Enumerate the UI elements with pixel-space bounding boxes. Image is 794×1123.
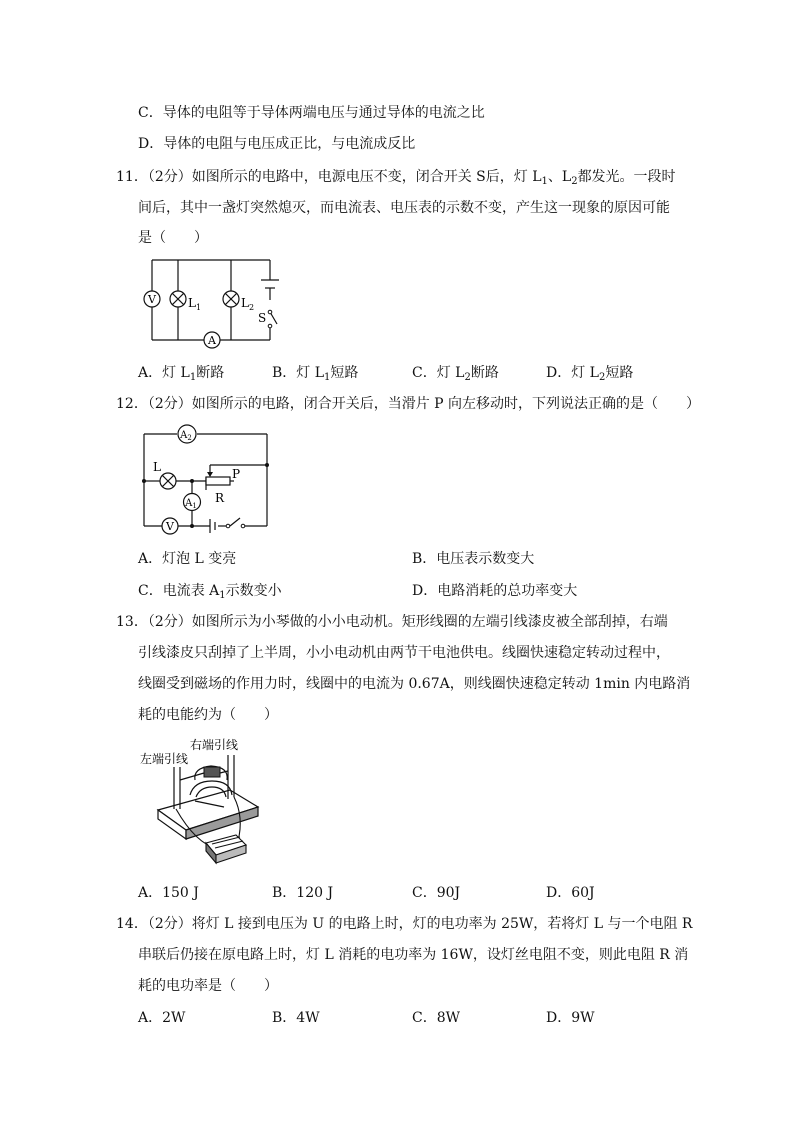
q13-stem-line2: 引线漆皮只刮掉了上半周，小小电动机由两节干电池供电。线圈快速稳定转动过程中， — [138, 645, 670, 661]
svg-text:A2: $A_2$ — [180, 430, 192, 442]
q12-option-c: C．电流表 $A_1$示数变小 — [138, 583, 282, 601]
left-wire-label: 左端引线 — [140, 752, 189, 766]
q14-option-c: C．8W — [412, 1010, 461, 1026]
svg-text:A1: $A_1$ — [185, 498, 197, 510]
q13-option-b: B．120 J — [272, 885, 334, 901]
q13-motor-figure — [140, 735, 265, 870]
svg-text:A: A — [208, 334, 216, 347]
q14-option-b: B．4W — [272, 1010, 320, 1026]
q12-option-a: A．灯泡 L 变亮 — [138, 551, 237, 567]
q12-circuit-diagram — [136, 420, 276, 535]
q13-option-d: D．60J — [546, 885, 595, 901]
q14-option-a: A．2W — [138, 1010, 186, 1026]
q14-stem-line1: 14．（2分）将灯 L 接到电压为 U 的电路上时，灯的电功率为 25W，若将灯 L 与一个电阻 R — [116, 916, 693, 932]
q11-option-b: B．灯 $L_1$短路 — [272, 365, 359, 383]
q14-option-d: D．9W — [546, 1010, 595, 1026]
voltmeter-icon — [162, 518, 178, 534]
q13-stem-line3: 线圈受到磁场的作用力时，线圈中的电流为 0.67A，则线圈快速稳定转动 1min 内电路消 — [138, 676, 691, 692]
q10-option-d: D．导体的电阻与电压成正比，与电流成反比 — [138, 136, 416, 152]
q14-stem-line2: 串联后仍接在原电路上时，灯 L 消耗的电功率为 16W，设灯丝电阻不变，则此电阻 R 消 — [138, 947, 689, 963]
q14-stem-line3: 耗的电功率是（ ） — [138, 978, 278, 994]
q13-stem-line4: 耗的电能约为（ ） — [138, 707, 278, 723]
q12-option-d: D．电路消耗的总功率变大 — [412, 583, 578, 599]
svg-text:L: L — [153, 460, 161, 474]
right-wire-label: 右端引线 — [190, 738, 239, 752]
svg-text:L2: $L_2$ — [241, 296, 255, 312]
voltmeter-icon — [144, 291, 160, 307]
svg-text:R: R — [215, 491, 225, 505]
q11-circuit-diagram — [140, 252, 290, 352]
q11-option-c: C．灯 $L_2$断路 — [412, 365, 499, 383]
q13-option-c: C．90J — [412, 885, 461, 901]
q11-option-a: A．灯 $L_1$断路 — [138, 365, 225, 383]
q11-stem-line2: 间后，其中一盏灯突然熄灭，而电流表、电压表的示数不变，产生这一现象的原因可能 — [138, 200, 670, 216]
q13-stem-line1: 13．（2分）如图所示为小琴做的小小电动机。矩形线圈的左端引线漆皮被全部刮掉，右端 — [116, 614, 668, 630]
q12-stem-line1: 12．（2分）如图所示的电路，闭合开关后，当滑片 P 向左移动时，下列说法正确的是（ ） — [116, 396, 701, 412]
ammeter-icon — [178, 425, 196, 443]
q11-stem-line3: 是（ ） — [138, 230, 208, 246]
svg-text:S: S — [258, 311, 267, 325]
q11-option-d: D．灯 $L_2$短路 — [546, 365, 634, 383]
svg-text:V: V — [148, 293, 156, 306]
svg-text:L1: $L_1$ — [188, 296, 202, 312]
q12-option-b: B．电压表示数变大 — [412, 551, 535, 567]
q13-option-a: A．150 J — [138, 885, 199, 901]
lamp-icon — [223, 291, 239, 307]
lamp-icon — [160, 473, 176, 489]
q11-stem-line1: 11．（2分）如图所示的电路中，电源电压不变，闭合开关 S后，灯 $L_1$、$L_2$都发光。一段时 — [116, 169, 676, 187]
svg-text:V: V — [166, 520, 174, 533]
ammeter-icon — [184, 494, 201, 511]
ammeter-icon — [204, 332, 220, 348]
q10-option-c: C．导体的电阻等于导体两端电压与通过导体的电流之比 — [138, 105, 485, 121]
lamp-icon — [170, 291, 186, 307]
rheostat-icon — [206, 465, 230, 485]
svg-text:P: P — [232, 467, 241, 481]
